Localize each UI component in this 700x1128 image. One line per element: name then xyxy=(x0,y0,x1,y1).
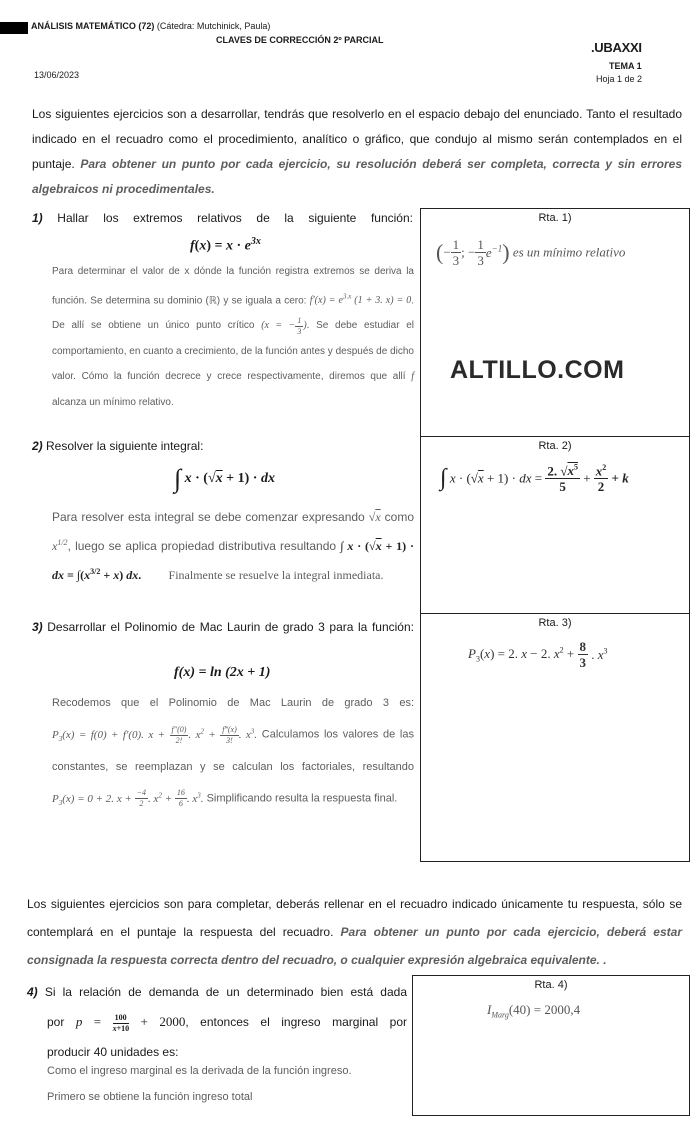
exercise-1-expl-d: alcanza un mínimo relativo. xyxy=(52,396,174,408)
answer-label-4: Rta. 4) xyxy=(534,979,568,991)
exercise-2-expl-c: , luego se aplica propiedad distributiva resultando xyxy=(67,539,337,553)
exercise-2-statement xyxy=(32,439,203,453)
answer-label-2: Rta. 2) xyxy=(538,440,572,452)
exercise-1-derivative: $f'(x) = e^{3.x}$ (1 + 3. x) = 0 xyxy=(309,292,412,306)
course-name: ANÁLISIS MATEMÁTICO (72) xyxy=(31,21,155,31)
answer-box-4 xyxy=(412,975,690,1116)
exercise-3-explanation xyxy=(52,689,414,817)
exercise-2-expl-b: como xyxy=(384,510,414,524)
exercise-2-expl-a: Para resolver esta integral se debe comenzar expresando xyxy=(52,510,365,524)
exercise-3-expl-c: Simplificando resulta la xyxy=(206,792,320,805)
exercise-2-integral: ∫ x · (√x + 1) · dx xyxy=(174,464,275,493)
second-intro-text: Los siguientes ejercicios son para completar, deberás rellenar en el recuadro indicado únicamente tu respuesta, sólo se contemplará en el puntaje la respuesta del recuadro. xyxy=(27,897,682,939)
exercise-3-statement xyxy=(32,614,414,640)
exercise-3-expl-b: Calculamos los valores de las constantes, se reemplazan y se calculan los factoriales, resultando xyxy=(52,728,414,773)
exercise-4-statement xyxy=(27,977,407,1067)
page-title: CLAVES DE CORRECCIÓN 2º PARCIAL xyxy=(216,35,384,45)
watermark: ALTILLO.COM xyxy=(450,356,625,384)
exercise-1-expl-a: Para determinar el valor de x dónde la función registra extremos se deriva la función. Se determina su dominio (ℝ) y se iguala a cero: xyxy=(52,266,414,306)
answer-1-text: es un mínimo relativo xyxy=(512,244,626,260)
page-counter: Hoja 1 de 2 xyxy=(596,74,643,84)
exercise-3-expl-a: Recodemos que el Polinomio de Mac Laurin de grado 3 es: xyxy=(52,697,414,709)
catedra: (Cátedra: Mutchinick, Paula) xyxy=(156,21,271,31)
exam-date: 13/06/2023 xyxy=(34,70,80,80)
answer-1-expression: (− $\frac{1}{3}$ ; − $\frac{1}{3}$ $e^{-1}$) es un mínimo relativo xyxy=(436,237,626,268)
exercise-3-function: f(x) = ln (2x + 1) xyxy=(174,665,271,680)
exercise-3-expl-d: respuesta final. xyxy=(322,792,398,805)
exercise-1-explanation xyxy=(52,259,414,415)
second-intro-paragraph xyxy=(27,890,682,974)
exercise-3-substituted: $P_3(x) = 0 + 2$. x + $\frac{-4}{2}$ . $x^2$ + $\frac{16}{6}$ . $x^3$. xyxy=(52,788,204,809)
exercise-3-number: 3) xyxy=(32,620,43,634)
header-black-bar xyxy=(0,22,28,34)
intro-text: Los siguientes ejercicios son a desarrollar, tendrás que resolverlo en el espacio debajo del enunciado. Tanto el resultado indicado en el recuadro como el procedimiento, analítico o gráfico, que condujo al mismo serán contemplados en el puntaje. xyxy=(32,107,682,171)
exercise-1-function: $f(x) = x \cdot e^{3x}$ xyxy=(190,236,261,254)
intro-emphasis: Para obtener un punto por cada ejercicio, su resolución deberá ser completa, correcta y sin errores algebraicos ni procedimentales. xyxy=(32,157,683,196)
exercise-4-text-d: producir 40 unidades es: xyxy=(47,1045,179,1059)
second-intro-emphasis: Para obtener un punto por cada ejercicio, deberá estar consignada la respuesta correcta dentro del recuadro, o cualquier expresión algebraica equivalente. . xyxy=(27,925,682,967)
exercise-4-number: 4) xyxy=(27,985,38,999)
exercise-1-statement xyxy=(32,211,413,225)
exercise-4-explanation xyxy=(47,1058,409,1110)
intro-paragraph xyxy=(32,102,682,202)
exercise-2-explanation xyxy=(52,504,414,588)
exercise-1-expl-b: . De allí se obtiene un único punto crítico xyxy=(52,294,415,332)
header-course xyxy=(31,21,270,31)
exercise-2-text: Resolver la siguiente integral: xyxy=(46,439,204,453)
exercise-4-text-b: por xyxy=(47,1015,65,1029)
exercise-2-sqrt-x: √x xyxy=(368,510,381,524)
tema-label: TEMA 1 xyxy=(609,61,642,71)
exercise-1-f-symbol: f xyxy=(411,371,414,383)
answer-4-value: = 2000,4 xyxy=(533,1002,581,1017)
exercise-2-distributive: ∫ x · (√x + 1) · dx = $\int(x^{3/2} + x)$ dx. xyxy=(52,539,414,582)
exercise-1-expl-c: . Se debe estudiar el comportamiento, en cuanto a crecimiento, de la función antes y después de dicho valor. Cómo la función decrece y crece respectivamente, diremos que allí xyxy=(52,320,415,383)
exercise-2-number: 2) xyxy=(32,439,43,453)
exercise-1-text: Hallar los extremos relativos de la siguiente función: xyxy=(57,211,413,225)
exercise-4-text-c: , entonces el ingreso marginal por xyxy=(185,1015,407,1029)
exercise-4-expl-a: Como el ingreso marginal es la derivada de la función ingreso. xyxy=(47,1065,352,1077)
exercise-4-demand: p = $\frac{100}{x+10}$ + 2000 xyxy=(75,1012,186,1033)
answer-label-3: Rta. 3) xyxy=(538,617,572,629)
uba-logo-text: .UBAXXI xyxy=(591,40,642,55)
answer-4-expression: $I_{Marg}(40) = 2000,4$ xyxy=(487,1002,581,1020)
answer-3-expression: $P_3(x) = 2$. x − 2. $x^2$ + $\frac{8}{3}$ . $x^3$ xyxy=(468,639,608,670)
exercise-1-critical-point: (x = − $\frac{1}{3}$ ) xyxy=(261,315,307,336)
exercise-3-text: Desarrollar el Polinomio de Mac Laurin de grado 3 para la función: xyxy=(47,620,414,634)
uba-logo xyxy=(591,40,642,55)
exercise-2-expl-d: Finalmente se xyxy=(168,568,236,582)
exercise-4-text-a: Si la relación de demanda de un determinado bien está dada xyxy=(44,985,407,999)
answer-label-1: Rta. 1) xyxy=(538,212,572,224)
exercise-2-expl-e: resuelve la integral inmediata. xyxy=(238,568,384,582)
answer-2-expression: ∫ x · (√x + 1) · dx = $\frac{2. √x^5}{5}$ + $\frac{x^2}{2}$ + k xyxy=(440,463,629,495)
exercise-2-power: $x^{1/2}$ xyxy=(52,538,68,553)
exercise-4-expl-b: Primero se obtiene la función ingreso total xyxy=(47,1091,253,1103)
exercise-1-number: 1) xyxy=(32,211,43,225)
exercise-3-maclaurin-formula: $P_3(x) = f(0) + f'(0)$. x + $\frac{f''(0)}{2!}$ . $x^2$ + $\frac{f‴(x)}{3!}$ . $x^3$. xyxy=(52,724,258,745)
